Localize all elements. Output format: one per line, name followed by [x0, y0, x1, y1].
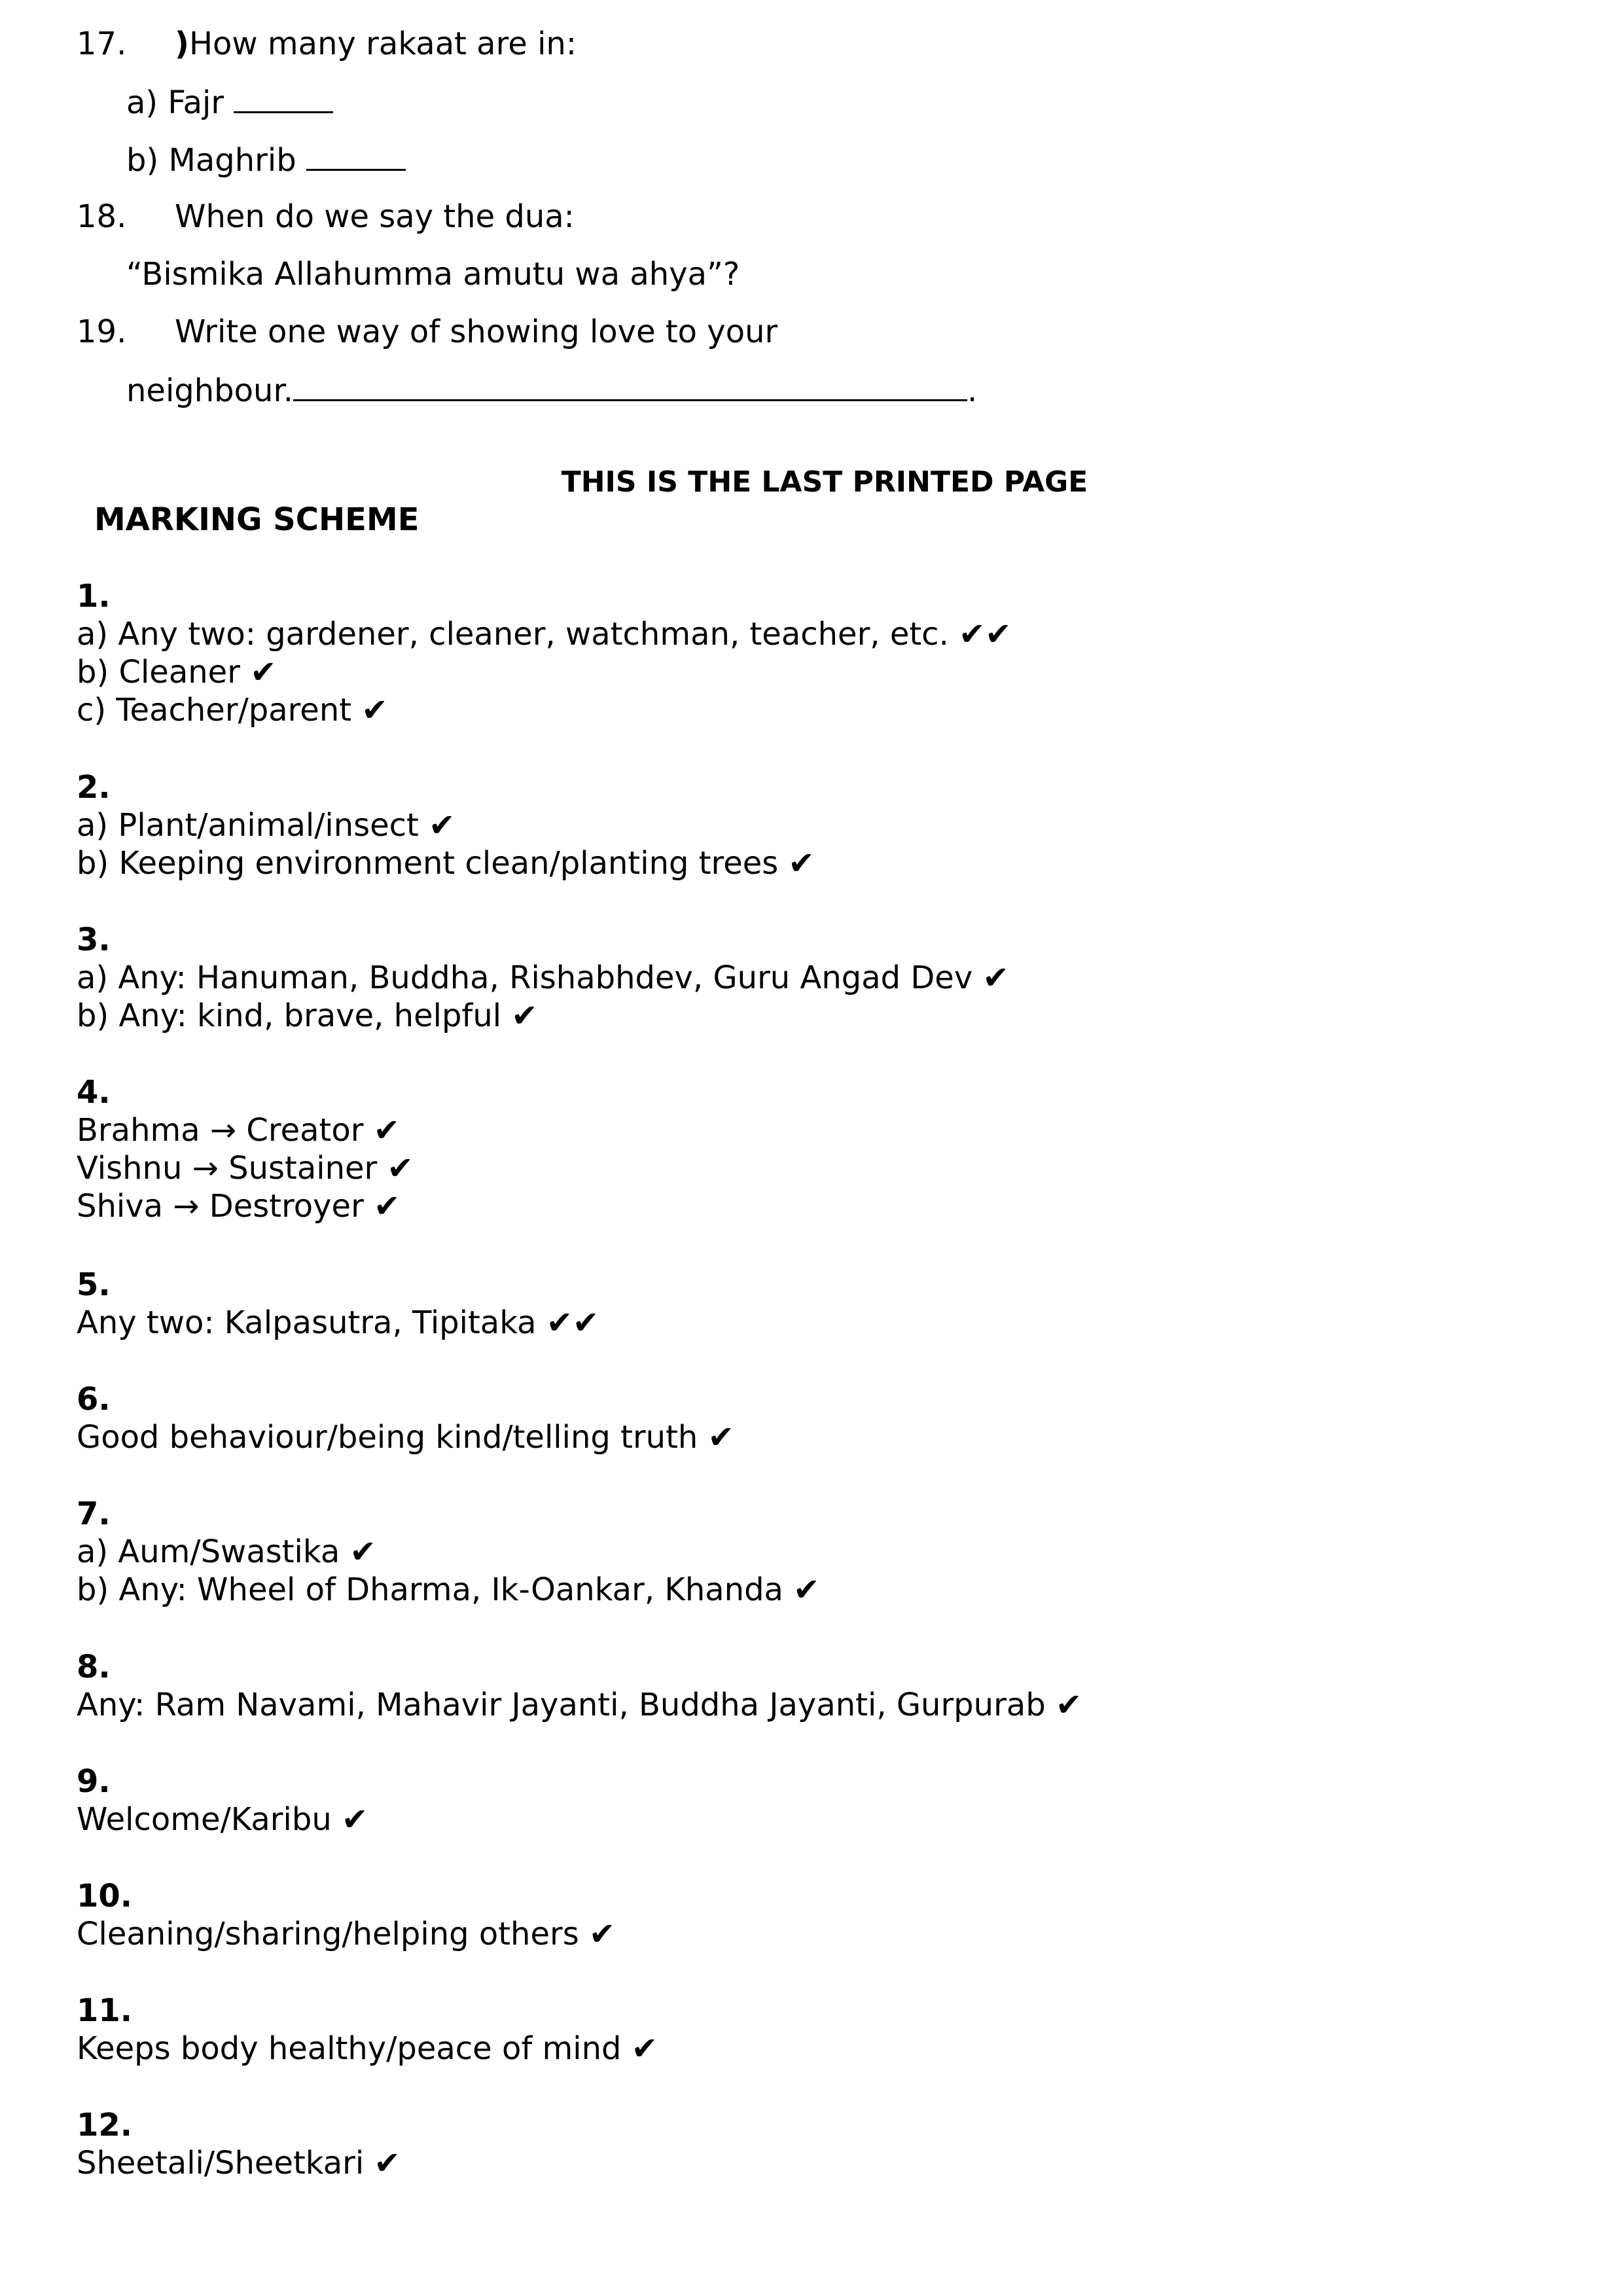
- answer-number: 3.: [77, 922, 111, 958]
- answer-number: 5.: [77, 1266, 111, 1303]
- answer-block: [77, 1763, 368, 1839]
- answer-line: Shiva → Destroyer ✔: [77, 1188, 401, 1225]
- answer-line: Good behaviour/being kind/telling truth ✔: [77, 1419, 734, 1456]
- question-18-continuation: “Bismika Allahumma amutu wa ahya”?: [126, 256, 740, 293]
- answer-number: 7.: [77, 1496, 111, 1532]
- marking-scheme-title: MARKING SCHEME: [94, 501, 419, 538]
- question-paren: ): [175, 26, 189, 62]
- answer-block: [77, 577, 1012, 729]
- answer-line: b) Keeping environment clean/planting trees ✔: [77, 845, 815, 882]
- answer-block: [77, 1073, 414, 1225]
- answer-number: 8.: [77, 1649, 111, 1685]
- end-punctuation: .: [967, 372, 978, 409]
- answer-line: a) Aum/Swastika ✔: [77, 1534, 376, 1570]
- answer-line: a) Plant/animal/insect ✔: [77, 807, 455, 844]
- question-19-text: Write one way of showing love to your: [175, 314, 778, 350]
- last-page-notice: THIS IS THE LAST PRINTED PAGE: [561, 465, 1088, 499]
- answer-line: Keeps body healthy/peace of mind ✔: [77, 2030, 658, 2067]
- question-number: 18.: [77, 198, 127, 235]
- answer-number: 2.: [77, 769, 111, 806]
- answer-blank: [234, 82, 333, 113]
- answer-block: [77, 768, 815, 882]
- sub-question-label: b) Maghrib: [126, 142, 296, 179]
- answer-number: 1.: [77, 578, 111, 615]
- question-19-word: neighbour.: [126, 372, 294, 409]
- question-18-text: When do we say the dua:: [175, 198, 575, 235]
- answer-line: b) Any: Wheel of Dharma, Ik-Oankar, Khanda ✔: [77, 1571, 820, 1608]
- answer-line: Sheetali/Sheetkari ✔: [77, 2145, 401, 2181]
- answer-line: b) Any: kind, brave, helpful ✔: [77, 997, 538, 1034]
- answer-block: [77, 921, 1009, 1035]
- answer-block: [77, 1380, 734, 1456]
- answer-number: 9.: [77, 1763, 111, 1800]
- answer-line: Vishnu → Sustainer ✔: [77, 1150, 414, 1187]
- question-19-continuation: [126, 370, 977, 410]
- answer-line: Any: Ram Navami, Mahavir Jayanti, Buddha Jayanti, Gurpurab ✔: [77, 1687, 1082, 1723]
- answer-line: c) Teacher/parent ✔: [77, 692, 388, 728]
- answer-line: Brahma → Creator ✔: [77, 1112, 400, 1149]
- answer-blank: [306, 140, 406, 171]
- question-number: 19.: [77, 314, 127, 350]
- answer-line: a) Any two: gardener, cleaner, watchman, teacher, etc. ✔✔: [77, 616, 1012, 653]
- answer-number: 11.: [77, 1992, 133, 2029]
- question-17-text: How many rakaat are in:: [188, 26, 577, 62]
- sub-question: [126, 82, 333, 122]
- answer-blank: [293, 370, 967, 401]
- answer-block: [77, 2106, 401, 2182]
- answer-block: [77, 1877, 615, 1953]
- answer-block: [77, 1495, 819, 1609]
- answer-line: Any two: Kalpasutra, Tipitaka ✔✔: [77, 1304, 599, 1341]
- sub-question-label: a) Fajr: [126, 84, 224, 121]
- answer-line: Welcome/Karibu ✔: [77, 1801, 368, 1838]
- question-text: [175, 25, 577, 63]
- answer-block: [77, 1266, 599, 1342]
- answer-number: 12.: [77, 2107, 133, 2144]
- answer-number: 10.: [77, 1878, 133, 1914]
- answer-block: [77, 1648, 1082, 1724]
- answer-line: b) Cleaner ✔: [77, 654, 277, 691]
- answer-block: [77, 1992, 658, 2068]
- answer-line: Cleaning/sharing/helping others ✔: [77, 1916, 616, 1952]
- question-number: 17.: [77, 26, 127, 62]
- sub-question: [126, 140, 406, 179]
- answer-number: 4.: [77, 1074, 111, 1111]
- answer-number: 6.: [77, 1381, 111, 1418]
- answer-line: a) Any: Hanuman, Buddha, Rishabhdev, Guru Angad Dev ✔: [77, 960, 1009, 996]
